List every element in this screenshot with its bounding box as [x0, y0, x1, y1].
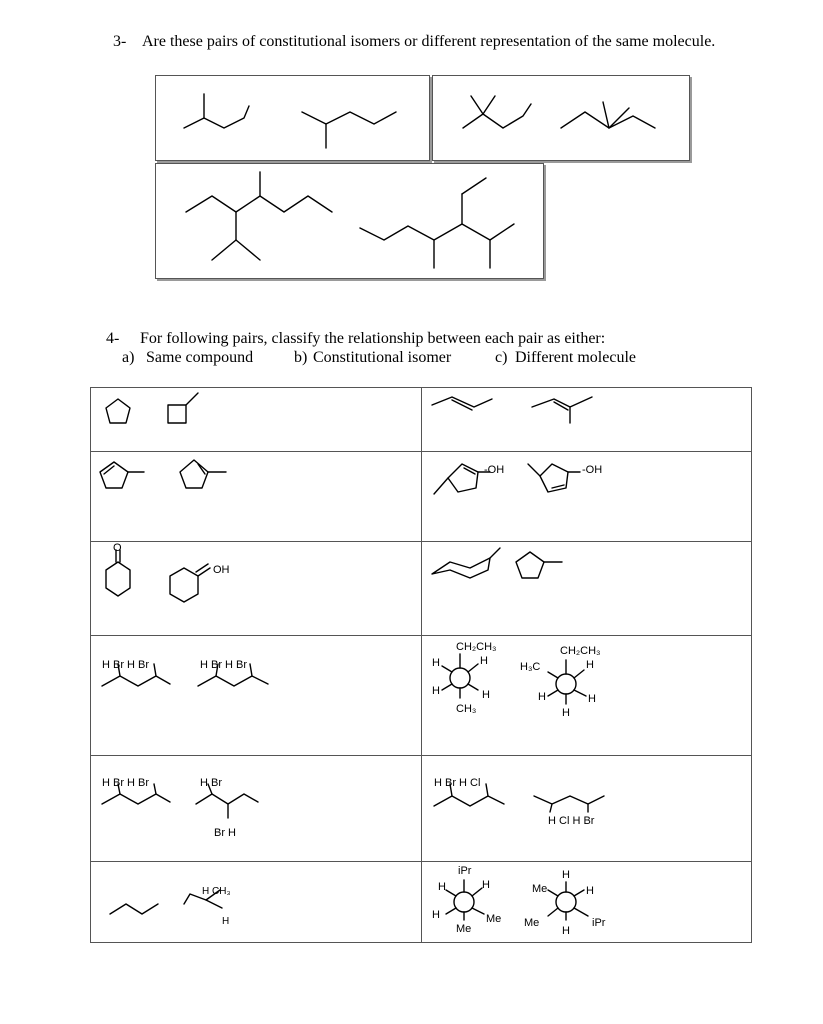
row5-left-label-1: H Br H Br — [102, 777, 150, 789]
svg-text:H: H — [432, 909, 440, 921]
row1-left-molecules — [90, 387, 420, 450]
svg-text:H: H — [482, 689, 490, 701]
svg-text:H: H — [538, 691, 546, 703]
svg-text:H: H — [562, 869, 570, 881]
option-b-key: b) — [294, 349, 308, 366]
row5-left-label-3: Br H — [214, 827, 236, 839]
row5-left-molecules — [90, 754, 420, 860]
question-3-text: Are these pairs of constitutional isomers or different representation of the same molecule. — [142, 33, 716, 50]
option-a-key: a) — [122, 349, 135, 366]
row5-right-label-1: H Br H Cl — [434, 777, 481, 789]
row4-left-molecules — [90, 634, 420, 754]
row4-left-label-2: H Br H Br — [200, 659, 248, 671]
q3-box-3 — [155, 163, 544, 279]
row4-left-label-1: H Br H Br — [102, 659, 150, 671]
option-c-label: Different molecule — [515, 349, 636, 366]
option-b-label: Constitutional isomer — [313, 349, 452, 366]
newman3-bottom: Me — [456, 923, 472, 935]
row4-right-molecules — [420, 634, 750, 754]
row6-left-label: H CH₃ — [202, 886, 231, 897]
svg-text:H: H — [432, 657, 440, 669]
question-4-text: For following pairs, classify the relationship between each pair as either: — [140, 330, 606, 347]
svg-text:H: H — [586, 659, 594, 671]
newman1-top: CH₂CH₃ — [456, 641, 497, 653]
option-a-label: Same compound — [146, 349, 254, 366]
row6-right-molecules — [420, 860, 750, 941]
newman3-top: iPr — [458, 865, 472, 877]
row3-left-molecules — [90, 540, 420, 634]
svg-text:H: H — [562, 925, 570, 937]
newman2-top: CH₂CH₃ — [560, 645, 601, 657]
newman4-right: iPr — [592, 917, 606, 929]
row3-hydroxyl-label: OH — [213, 564, 230, 576]
row1-right-molecules — [420, 387, 750, 450]
svg-text:H: H — [562, 707, 570, 719]
q3-box-2 — [432, 75, 690, 161]
svg-text:H: H — [438, 881, 446, 893]
row2-hydroxyl-label-1: -OH — [484, 464, 505, 476]
row2-hydroxyl-label-2: -OH — [582, 464, 603, 476]
row3-oxygen-label: O — [113, 542, 122, 554]
question-4-number: 4- — [106, 330, 120, 347]
svg-text:H: H — [432, 685, 440, 697]
newman1-bottom: CH₃ — [456, 703, 477, 715]
q3-box-1 — [155, 75, 430, 161]
newman4-bottom-left: Me — [524, 917, 540, 929]
q3-pair2-molecules — [433, 76, 689, 160]
row3-right-molecules — [420, 540, 750, 634]
newman3-right: Me — [486, 913, 502, 925]
svg-text:H: H — [480, 655, 488, 667]
q3-pair1-molecules — [156, 76, 429, 160]
svg-text:H: H — [222, 916, 230, 927]
row5-right-molecules — [420, 754, 750, 860]
row2-left-molecules — [90, 450, 420, 540]
option-c-key: c) — [495, 349, 508, 366]
row5-right-label-2: H Cl H Br — [548, 815, 595, 827]
row5-left-label-2: H Br — [200, 777, 222, 789]
svg-text:H: H — [588, 693, 596, 705]
row6-left-molecules — [90, 860, 420, 941]
newman2-left: H₃C — [520, 661, 541, 673]
svg-text:H: H — [482, 879, 490, 891]
question-3-number: 3- — [113, 33, 127, 50]
svg-text:H: H — [586, 885, 594, 897]
newman4-left: Me — [532, 883, 548, 895]
q3-pair3-molecules — [156, 164, 543, 278]
